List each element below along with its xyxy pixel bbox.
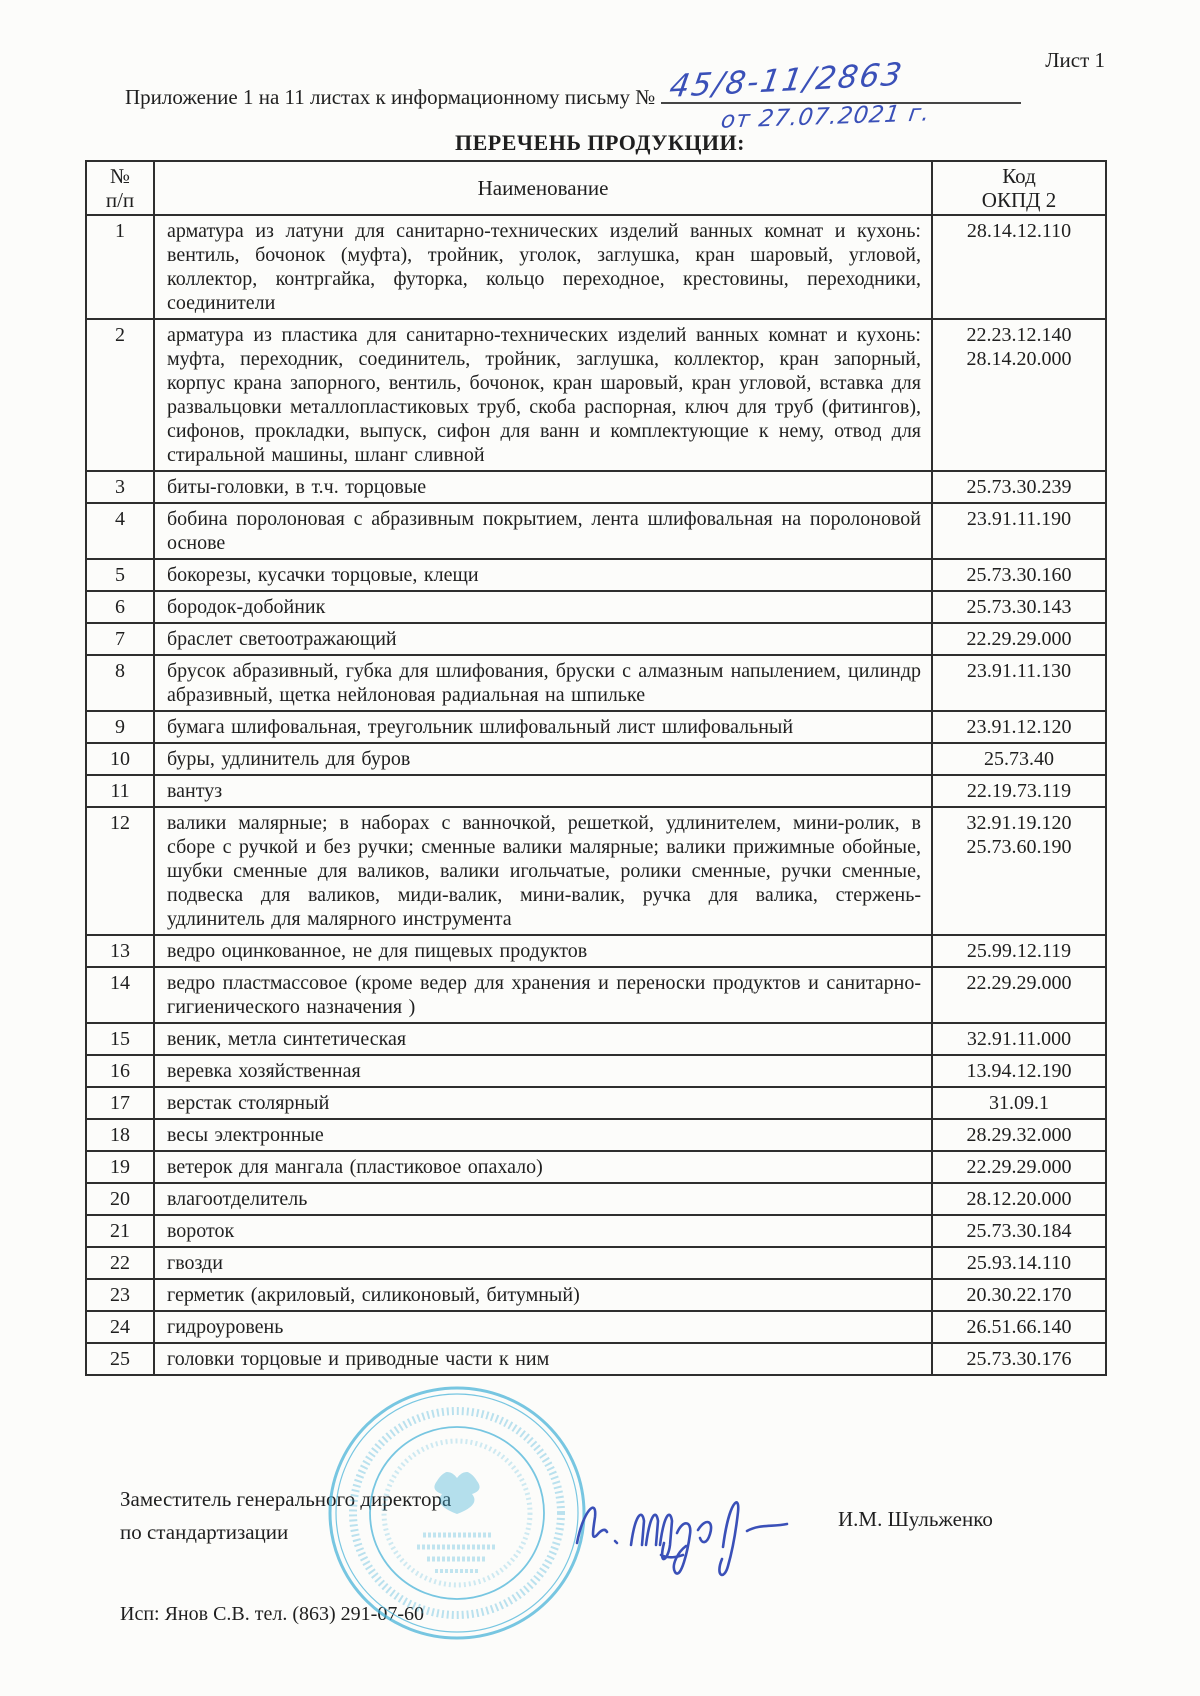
letter-number-blank <box>661 56 1021 134</box>
handwritten-date: от 27.07.2021 г. <box>718 100 932 134</box>
row-number-cell: 25 <box>86 1343 154 1375</box>
row-number-cell: 24 <box>86 1311 154 1343</box>
row-number-cell: 5 <box>86 559 154 591</box>
table-row <box>86 1119 1106 1151</box>
products-table <box>85 160 1107 1376</box>
okpd-code-cell: 28.29.32.000 <box>932 1119 1106 1151</box>
table-row <box>86 743 1106 775</box>
row-number-cell: 7 <box>86 623 154 655</box>
product-name-cell: бокорезы, кусачки торцовые, клещи <box>154 559 932 591</box>
product-name-cell: брусок абразивный, губка для шлифования, бруски с алмазным напылением, цилиндр абразивный, щетка нейлоновая радиальная на шпильке <box>154 655 932 711</box>
okpd-code-cell: 28.12.20.000 <box>932 1183 1106 1215</box>
row-number-cell: 18 <box>86 1119 154 1151</box>
row-number-cell: 16 <box>86 1055 154 1087</box>
row-number-cell: 22 <box>86 1247 154 1279</box>
row-number-cell: 11 <box>86 775 154 807</box>
row-number-cell: 3 <box>86 471 154 503</box>
row-number-cell: 2 <box>86 319 154 471</box>
header-cell-code: Код ОКПД 2 <box>932 161 1106 215</box>
table-row <box>86 1151 1106 1183</box>
row-number-cell: 9 <box>86 711 154 743</box>
product-name-cell: весы электронные <box>154 1119 932 1151</box>
appendix-line <box>125 56 1021 134</box>
product-name-cell: гвозди <box>154 1247 932 1279</box>
signature-scribble <box>565 1455 805 1595</box>
row-number-cell: 21 <box>86 1215 154 1247</box>
product-name-cell: веревка хозяйственная <box>154 1055 932 1087</box>
okpd-code-cell: 25.73.30.160 <box>932 559 1106 591</box>
row-number-cell: 4 <box>86 503 154 559</box>
product-name-cell: ветерок для мангала (пластиковое опахало) <box>154 1151 932 1183</box>
product-name-cell: бумага шлифовальная, треугольник шлифовальный лист шлифовальный <box>154 711 932 743</box>
product-name-cell: биты-головки, в т.ч. торцовые <box>154 471 932 503</box>
product-name-cell: арматура из латуни для санитарно-технических изделий ванных комнат и кухонь: вентиль, бочонок (муфта), тройник, уголок, заглушка, кран шаровый, угловой, коллектор, контргайка, футорка, кольцо переходное, крестовины, переходники, соединители <box>154 215 932 319</box>
okpd-code-cell: 22.29.29.000 <box>932 1151 1106 1183</box>
header-cell-number: № п/п <box>86 161 154 215</box>
okpd-code-cell: 25.93.14.110 <box>932 1247 1106 1279</box>
table-row <box>86 1279 1106 1311</box>
product-name-cell: вантуз <box>154 775 932 807</box>
table-row <box>86 711 1106 743</box>
product-name-cell: браслет светоотражающий <box>154 623 932 655</box>
table-row <box>86 967 1106 1023</box>
product-name-cell: верстак столярный <box>154 1087 932 1119</box>
product-name-cell: бородок-добойник <box>154 591 932 623</box>
table-row <box>86 1311 1106 1343</box>
okpd-code-cell: 23.91.11.190 <box>932 503 1106 559</box>
okpd-code-cell: 26.51.66.140 <box>932 1311 1106 1343</box>
product-name-cell: веник, метла синтетическая <box>154 1023 932 1055</box>
okpd-code-cell: 25.73.40 <box>932 743 1106 775</box>
document-title: ПЕРЕЧЕНЬ ПРОДУКЦИИ: <box>455 130 745 155</box>
row-number-cell: 12 <box>86 807 154 935</box>
product-name-cell: влагоотделитель <box>154 1183 932 1215</box>
table-row <box>86 1183 1106 1215</box>
signer-position: Заместитель генерального директора по стандартизации <box>120 1487 452 1544</box>
product-name-cell: герметик (акриловый, силиконовый, битумный) <box>154 1279 932 1311</box>
okpd-code-cell: 23.91.12.120 <box>932 711 1106 743</box>
row-number-cell: 1 <box>86 215 154 319</box>
okpd-code-cell: 22.29.29.000 <box>932 967 1106 1023</box>
table-row <box>86 503 1106 559</box>
table-row <box>86 1087 1106 1119</box>
executor-line: Исп: Янов С.В. тел. (863) 291-07-60 <box>120 1603 424 1625</box>
table-row <box>86 1215 1106 1247</box>
okpd-code-cell: 22.23.12.140 28.14.20.000 <box>932 319 1106 471</box>
table-row <box>86 319 1106 471</box>
appendix-line-text: Приложение 1 на 11 листах к информационному письму № <box>125 85 656 109</box>
okpd-code-cell: 25.73.30.176 <box>932 1343 1106 1375</box>
handwritten-letter-number: 45/8-11/2863 <box>666 56 906 105</box>
signer-name: И.М. Шульженко <box>838 1507 993 1531</box>
okpd-code-cell: 25.99.12.119 <box>932 935 1106 967</box>
okpd-code-cell: 20.30.22.170 <box>932 1279 1106 1311</box>
okpd-code-cell: 22.29.29.000 <box>932 623 1106 655</box>
table-row <box>86 775 1106 807</box>
table-row <box>86 471 1106 503</box>
table-row <box>86 623 1106 655</box>
row-number-cell: 10 <box>86 743 154 775</box>
table-row <box>86 935 1106 967</box>
okpd-code-cell: 25.73.30.239 <box>932 471 1106 503</box>
product-name-cell: ведро оцинкованное, не для пищевых продуктов <box>154 935 932 967</box>
okpd-code-cell: 25.73.30.184 <box>932 1215 1106 1247</box>
okpd-code-cell: 32.91.19.120 25.73.60.190 <box>932 807 1106 935</box>
okpd-code-cell: 22.19.73.119 <box>932 775 1106 807</box>
table-row <box>86 559 1106 591</box>
row-number-cell: 8 <box>86 655 154 711</box>
product-name-cell: валики малярные; в наборах с ванночкой, решеткой, удлинителем, мини-ролик, в сборе с ручкой и без ручки; сменные валики малярные; валики прижимные обойные, шубки сменные для валиков, валики игольчатые, ролики сменные, ручки сменные, подвеска для валиков, миди-валик, мини-валик, ручка для валика, стержень-удлинитель для малярного инструмента <box>154 807 932 935</box>
table-row <box>86 1023 1106 1055</box>
header-cell-name: Наименование <box>154 161 932 215</box>
product-name-cell: буры, удлинитель для буров <box>154 743 932 775</box>
product-name-cell: ведро пластмассовое (кроме ведер для хранения и переноски продуктов и санитарно-гигиенического назначения ) <box>154 967 932 1023</box>
okpd-code-cell: 23.91.11.130 <box>932 655 1106 711</box>
okpd-code-cell: 25.73.30.143 <box>932 591 1106 623</box>
row-number-cell: 14 <box>86 967 154 1023</box>
product-name-cell: бобина поролоновая с абразивным покрытием, лента шлифовальная на поролоновой основе <box>154 503 932 559</box>
table-row <box>86 1055 1106 1087</box>
product-name-cell: гидроуровень <box>154 1311 932 1343</box>
product-name-cell: головки торцовые и приводные части к ним <box>154 1343 932 1375</box>
row-number-cell: 15 <box>86 1023 154 1055</box>
row-number-cell: 6 <box>86 591 154 623</box>
row-number-cell: 19 <box>86 1151 154 1183</box>
okpd-code-cell: 32.91.11.000 <box>932 1023 1106 1055</box>
table-row <box>86 655 1106 711</box>
table-row <box>86 215 1106 319</box>
table-row <box>86 1247 1106 1279</box>
table-row <box>86 807 1106 935</box>
row-number-cell: 20 <box>86 1183 154 1215</box>
okpd-code-cell: 28.14.12.110 <box>932 215 1106 319</box>
row-number-cell: 17 <box>86 1087 154 1119</box>
row-number-cell: 13 <box>86 935 154 967</box>
table-row <box>86 1343 1106 1375</box>
table-header-row <box>86 161 1106 215</box>
okpd-code-cell: 13.94.12.190 <box>932 1055 1106 1087</box>
sheet-label: Лист 1 <box>1045 48 1105 72</box>
product-name-cell: арматура из пластика для санитарно-технических изделий ванных комнат и кухонь: муфта, переходник, соединитель, тройник, заглушка, коллектор, кран запорный, корпус крана запорного, вентиль, бочонок, кран шаровый, кран угловой, вставка для развальцовки металлопластиковых труб, скоба распорная, ключ для труб (фитингов), сифонов, прокладки, выпуск, сифон для ванн и комплектующие к нему, отвод для стиральной машины, шланг сливной <box>154 319 932 471</box>
row-number-cell: 23 <box>86 1279 154 1311</box>
okpd-code-cell: 31.09.1 <box>932 1087 1106 1119</box>
signature-block <box>0 1455 1200 1696</box>
table-row <box>86 591 1106 623</box>
product-name-cell: вороток <box>154 1215 932 1247</box>
